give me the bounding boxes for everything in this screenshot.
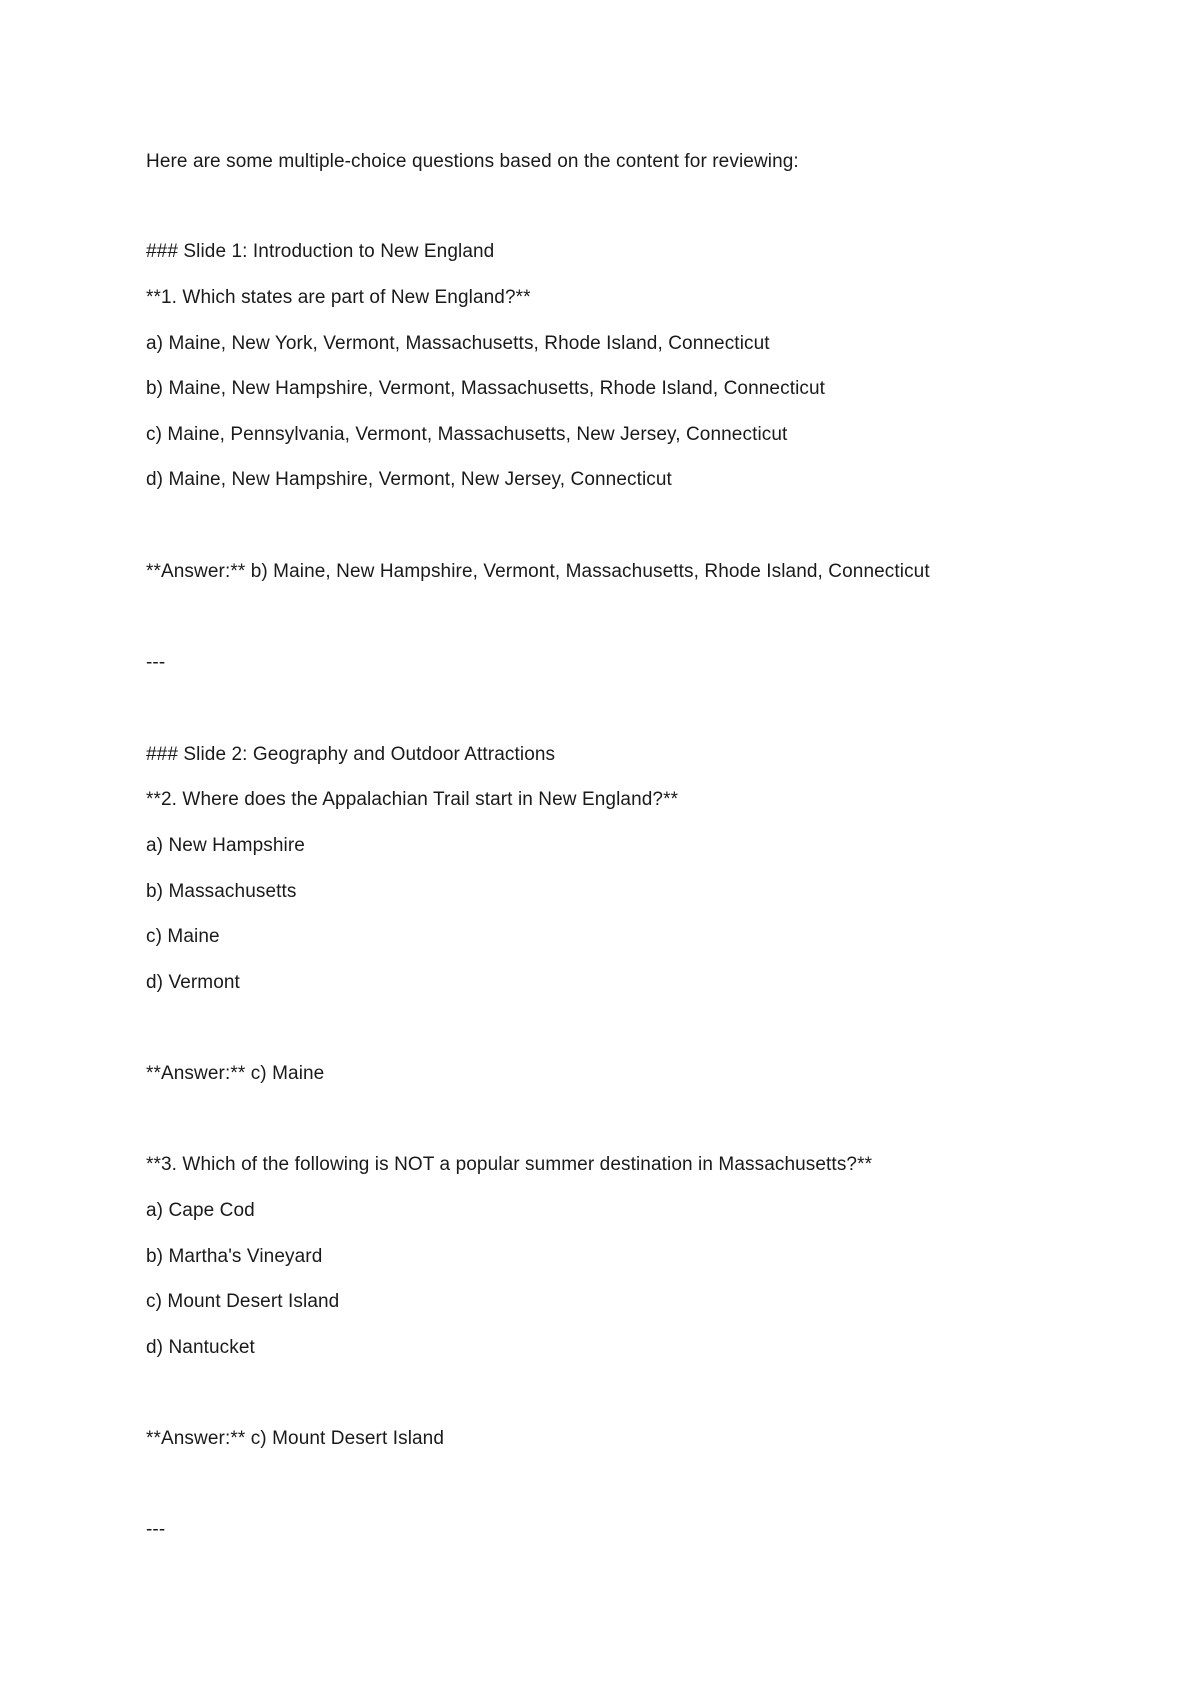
- q1-option-a: a) Maine, New York, Vermont, Massachusetts, Rhode Island, Connecticut: [146, 333, 770, 354]
- slide1-heading: ### Slide 1: Introduction to New England: [146, 241, 495, 262]
- q2-option-b: b) Massachusetts: [146, 881, 297, 902]
- q2-question: **2. Where does the Appalachian Trail start in New England?**: [146, 789, 679, 810]
- q3-answer: **Answer:** c) Mount Desert Island: [146, 1428, 445, 1449]
- q2-option-a: a) New Hampshire: [146, 835, 305, 856]
- q3-option-a: a) Cape Cod: [146, 1200, 255, 1221]
- q2-answer: **Answer:** c) Maine: [146, 1063, 325, 1084]
- q3-option-c: c) Mount Desert Island: [146, 1291, 340, 1312]
- q3-option-d: d) Nantucket: [146, 1337, 255, 1358]
- q1-option-c: c) Maine, Pennsylvania, Vermont, Massachusetts, New Jersey, Connecticut: [146, 424, 788, 445]
- q1-option-b: b) Maine, New Hampshire, Vermont, Massachusetts, Rhode Island, Connecticut: [146, 378, 826, 399]
- q3-question: **3. Which of the following is NOT a popular summer destination in Massachusetts?**: [146, 1154, 873, 1175]
- q1-question: **1. Which states are part of New England?**: [146, 287, 531, 308]
- slide2-heading: ### Slide 2: Geography and Outdoor Attractions: [146, 744, 556, 765]
- intro-text: Here are some multiple-choice questions based on the content for reviewing:: [146, 151, 799, 172]
- q3-option-b: b) Martha's Vineyard: [146, 1246, 323, 1267]
- q1-answer: **Answer:** b) Maine, New Hampshire, Vermont, Massachusetts, Rhode Island, Connecticut: [146, 561, 930, 582]
- q2-option-d: d) Vermont: [146, 972, 240, 993]
- q1-option-d: d) Maine, New Hampshire, Vermont, New Jersey, Connecticut: [146, 469, 672, 490]
- separator-1: ---: [146, 652, 166, 673]
- separator-2: ---: [146, 1519, 166, 1540]
- q2-option-c: c) Maine: [146, 926, 220, 947]
